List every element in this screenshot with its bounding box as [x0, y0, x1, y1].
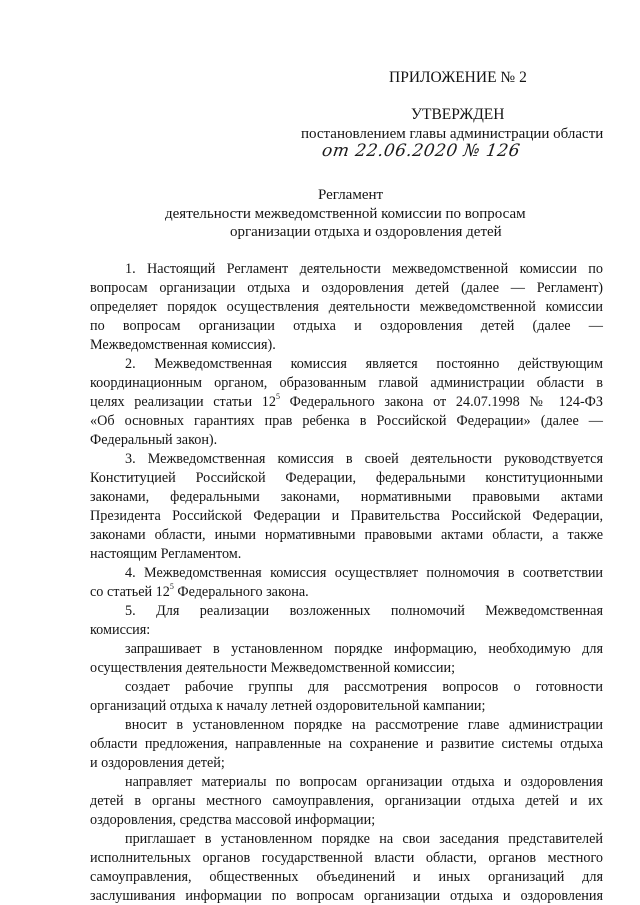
- body-line: «Об основных гарантиях прав ребенка в Российской Федерации» (далее —: [90, 413, 603, 429]
- body-line: 1. Настоящий Регламент деятельности межведомственной комиссии по: [125, 261, 603, 277]
- body-line: целях реализации статьи $12^5$ Федерального закона от 24.07.1998 № 124-ФЗ: [90, 392, 603, 410]
- body-line: Межведомственная комиссия).: [90, 337, 276, 353]
- body-line: по вопросам организации отдыха и оздоровления детей (далее —: [90, 318, 603, 334]
- title-line-2: деятельности межведомственной комиссии по вопросам: [165, 206, 526, 222]
- body-line: координационным органом, образованным главой администрации области в: [90, 375, 603, 391]
- body-line: оздоровления, средства массовой информации;: [90, 812, 376, 828]
- body-line: 4. Межведомственная комиссия осуществляет полномочия в соответствии: [125, 565, 603, 581]
- body-line: настоящим Регламентом.: [90, 546, 242, 562]
- title-line-1: Регламент: [318, 187, 384, 203]
- body-line: детей в органы местного самоуправления, организации отдыха детей и их: [90, 793, 603, 809]
- body-line: приглашает в установленном порядке на свои заседания представителей: [125, 831, 603, 847]
- body-line: вносит в установленном порядке на рассмотрение главе администрации: [125, 717, 603, 733]
- body-line: исполнительных органов государственной власти области, органов местного: [90, 850, 603, 866]
- body-line: и оздоровления детей;: [90, 755, 225, 771]
- appendix-label: ПРИЛОЖЕНИЕ № 2: [389, 69, 527, 86]
- handwritten-date-number: от 22.06.2020 № 126: [320, 141, 522, 161]
- body-line: организаций отдыха к началу летней оздоровительной кампании;: [90, 698, 486, 714]
- body-line: самоуправления, общественных объединений и иных организаций для: [90, 869, 603, 885]
- body-line: заслушивания информации по вопросам организации отдыха и оздоровления: [90, 888, 603, 904]
- body-line: 2. Межведомственная комиссия является постоянно действующим: [125, 356, 603, 372]
- body-line: вопросам организации отдыха и оздоровления детей (далее — Регламент): [90, 280, 603, 296]
- approved-label: УТВЕРЖДЕН: [411, 106, 505, 123]
- body-line: Конституцией Российской Федерации, федеральными конституционными: [90, 470, 603, 486]
- title-line-3: организации отдыха и оздоровления детей: [230, 224, 502, 240]
- body-line: запрашивает в установленном порядке информацию, необходимую для: [125, 641, 603, 657]
- body-line: создает рабочие группы для рассмотрения вопросов о готовности: [125, 679, 603, 695]
- body-line: законами, федеральными законами, нормативными правовыми актами: [90, 489, 603, 505]
- body-line: осуществления деятельности Межведомственной комиссии;: [90, 660, 456, 676]
- decree-line: постановлением главы администрации области: [301, 126, 604, 142]
- body-line: определяет порядок осуществления деятельности межведомственной комиссии: [90, 299, 603, 315]
- body-line: комиссия:: [90, 622, 151, 638]
- body-line: Федеральный закон).: [90, 432, 218, 448]
- body-line: 5. Для реализации возложенных полномочий Межведомственная: [125, 603, 603, 619]
- body-line: со статьей $12^5$ Федерального закона.: [90, 582, 309, 600]
- body-line: законами области, иными нормативными правовыми актами области, а также: [90, 527, 603, 543]
- body-line: 3. Межведомственная комиссия в своей деятельности руководствуется: [125, 451, 603, 467]
- body-line: области предложения, направленные на сохранение и развитие системы отдыха: [90, 736, 603, 752]
- body-line: направляет материалы по вопросам организации отдыха и оздоровления: [125, 774, 603, 790]
- body-line: Президента Российской Федерации и Правительства Российской Федерации,: [90, 508, 603, 524]
